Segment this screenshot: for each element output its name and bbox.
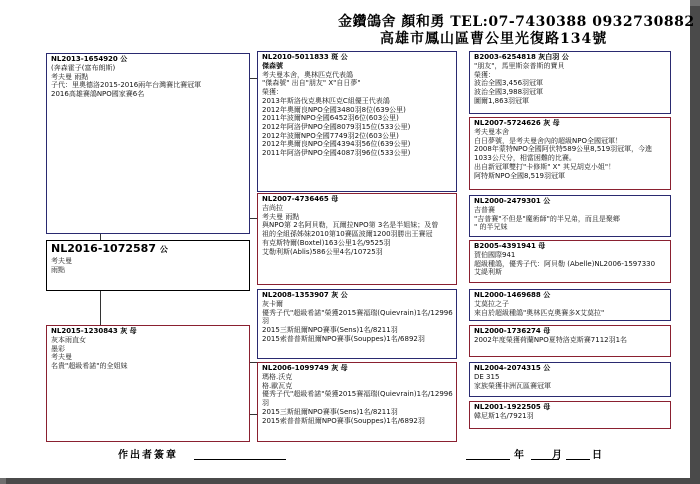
- dam-sire-box: NL2008-1353907 灰 公 灰卡爾 優秀子代"超級希諾"榮獲2015賽福瑞(Quievrain)1名/12996 羽 2015三斯紐爾NPO賽事(Sens)1名/8211羽 2015索普普斯紐爾NPO賽事(Souppes)1名/6892羽: [257, 289, 457, 359]
- month-label: 月: [552, 450, 562, 461]
- sds-box: NL2000-2479301 公 吉普賽 "吉普賽"不但是"魔術師"的半兄弟，而且是聚鄉 " 的半兄妹: [469, 195, 671, 237]
- loft-name-phone: 金鑽鴿舍 顏和勇 TEL:07-7430388 0932730882: [338, 14, 695, 30]
- dam-box: NL2015-1230843 灰 母 灰本雨直女 墨彩 考夫曼 名貴"超級希諾"的全姐妹: [46, 325, 250, 442]
- day-line: [566, 459, 590, 460]
- subject-box: NL2016-1072587 公 考夫曼 雨點: [46, 240, 250, 291]
- sire-sire-box: NL2010-5011833 斑 公 傑森號 考夫曼本舍，奧林匹克代表鴿 "傑森號" 出自"朋友" X"自日夢" 榮獲： 2013年斯洛伐克奧林匹克C組優王代表鴿 2012年奧爾良NPO全國3480羽8位(639公里) 2011年波爾NPO全國6452羽6位(603公里) 2012年阿洛伊NPO全國8079羽15位(533公里) 2012年波爾NPO全國7749羽2位(603公里) 2012年奧爾良NPO全國4394羽56位(639公里) 2011年阿洛伊NPO全國4087羽96位(533公里): [257, 51, 457, 192]
- subject-sex: 公: [159, 245, 168, 254]
- page-shadow-right: [690, 6, 700, 484]
- sire-sex: 公: [120, 55, 128, 63]
- dam-sex: 灰 母: [120, 327, 137, 335]
- connector-line: [249, 218, 257, 219]
- year-line: [466, 459, 510, 460]
- dsd-box: NL2000-1736274 母 2002年度榮獲荷蘭NPO夏特洛克斯賽7112羽1名: [469, 325, 671, 357]
- sire-box: NL2013-1654920 公 (奔森霍子(富布朗斯) 考夫曼 雨點 子代：里奧德洛2015-2016兩年台灣賽比賽冠軍 2016高雄賽鴿NPO國家賽6名: [46, 53, 250, 234]
- ssd-box: NL2007-5724626 灰 母 考夫曼本舍 白日夢號，是考夫曼舍內的超級NPO全國冠軍！ 2008年蒙特NPO全國阿伏特589公里8,519羽冠軍，今進 1033公尺分，相當困難的比賽。 出自新冠軍雙打"卡修斯" X" 其兄胡克小姐"！ 阿特斯NPO全國8,519羽冠軍: [469, 117, 671, 190]
- issuer-signature-label: 作出者簽章: [118, 450, 178, 461]
- dam-dam-box: NL2006-1099749 灰 母 瑪格.沃克 格.歐瓦克 優秀子代"超級希諾"榮獲2015賽福瑞(Quievrain)1名/12996 羽 2015三斯紐爾NPO賽事(Sens)1名/8211羽 2015索普普斯紐爾NPO賽事(Souppes)1名/6892羽: [257, 362, 457, 442]
- sss-box: B2003-6254818 灰白羽 公 "朋友"，馬里斯奈普斯的寶貝 榮獲： 波治全國3,456羽冠軍 波治全國3,988羽冠軍 圖爾1,863羽冠軍: [469, 51, 671, 114]
- connector-line: [249, 78, 257, 79]
- sire-dam-box: NL2007-4736465 母 吉尚拉 考夫曼 雨點 與NPO第 2名阿貝勒，瓦爾拉NPO第 3名是半姐妹；及曾 祖的全組孫姊妹2010第10賽區波爾1200羽勝出王賽冠 有克斯特爾(Boxtel)163公里1名/9525羽 艾勒利斯(Ablis)586公里4名/10725羽: [257, 193, 457, 285]
- sire-ring: NL2013-1654920: [51, 55, 118, 63]
- loft-address: 高雄市鳳山區曹公里光復路134號: [380, 31, 608, 47]
- connector-line: [249, 414, 257, 415]
- dam-ring: NL2015-1230843: [51, 327, 118, 335]
- day-label: 日: [592, 450, 602, 461]
- dss-box: NL2000-1469688 公 艾莫拉之子 來自於超級種鴿"奧林匹克奧賽多X艾莫拉": [469, 289, 671, 321]
- connector-line: [249, 362, 257, 363]
- year-label: 年: [514, 450, 524, 461]
- page-shadow-bottom: [6, 478, 700, 484]
- signature-line: [194, 459, 286, 460]
- connector-line: [100, 291, 101, 325]
- subject-ring: NL2016-1072587: [51, 242, 156, 255]
- ddd-box: NL2001-1922505 母 韓尼斯1名/7921羽: [469, 401, 671, 429]
- sdd-box: B2005-4391941 母 賀伯國際941 超級種鴿，優秀子代：阿貝勒 (Abelle)NL2006-1597330 艾緹利斯: [469, 240, 671, 283]
- dds-box: NL2004-2074315 公 DE 315 家族榮獲非洲瓦區賽冠軍: [469, 362, 671, 397]
